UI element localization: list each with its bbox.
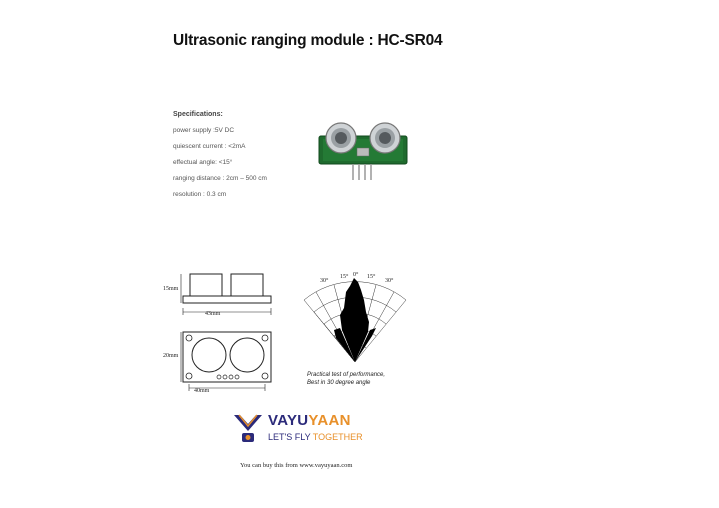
- spec-item: ranging distance : 2cm – 500 cm: [173, 175, 267, 182]
- top-view-drawing: [165, 328, 290, 394]
- vayuyaan-logo-icon: [232, 413, 264, 445]
- spec-item: effectual angle: <15°: [173, 159, 233, 166]
- footer-text: You can buy this from www.vayuyaan.com: [240, 462, 353, 469]
- beam-pattern-diagram: [290, 270, 420, 370]
- specs-heading: Specifications:: [173, 111, 223, 118]
- tagline-part: TOGETHER: [312, 432, 363, 442]
- brand-name: [268, 412, 351, 429]
- angle-label: 15°: [340, 274, 349, 280]
- angle-label: 30°: [385, 278, 394, 284]
- angle-label: 0°: [353, 272, 359, 278]
- angle-label: 30°: [320, 278, 329, 284]
- spec-item: resolution : 0.3 cm: [173, 191, 227, 198]
- side-view-drawing: [165, 268, 290, 320]
- spec-item: power supply :5V DC: [173, 127, 235, 134]
- spec-item: quiescent current : <2mA: [173, 143, 246, 150]
- brand-tagline: [268, 432, 363, 442]
- brand-name-part: YAAN: [308, 412, 351, 429]
- angle-label: 15°: [367, 274, 376, 280]
- height-label: 15mm: [163, 286, 179, 292]
- page-title: Ultrasonic ranging module : HC-SR04: [173, 32, 443, 49]
- brand-name-part: VAYU: [268, 412, 309, 429]
- polar-caption: Practical test of performance,: [307, 372, 386, 378]
- sensor-module-image: [315, 118, 411, 188]
- width-label: 20mm: [163, 353, 179, 359]
- tagline-part: LET'S FLY: [268, 432, 313, 442]
- spacing-label: 40mm: [194, 388, 210, 394]
- polar-caption: Best in 30 degree angle: [307, 380, 371, 386]
- length-label: 43mm: [205, 311, 221, 317]
